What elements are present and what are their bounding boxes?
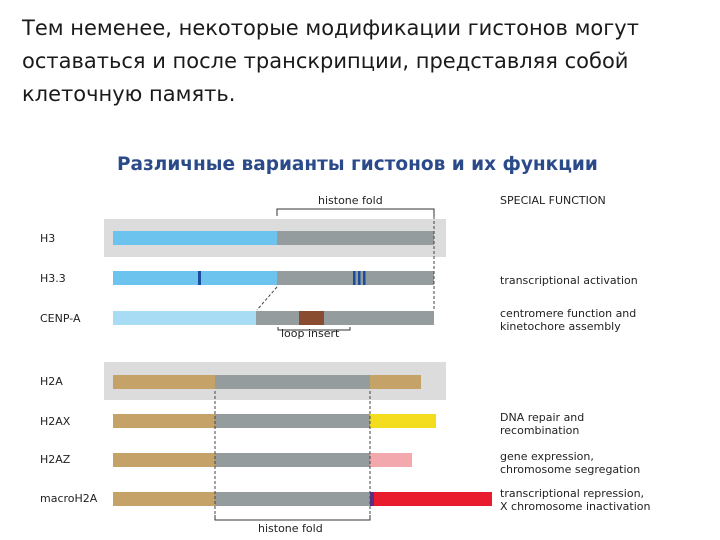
h33-substitution-mark-3 (358, 271, 361, 285)
function-cenpa-line-2: kinetochore assembly (500, 320, 621, 333)
function-h2ax-line-1: DNA repair and (500, 411, 585, 424)
h2az-tail-bar (113, 453, 215, 467)
row-label-h2a: H2A (40, 375, 63, 388)
h2az-fold-bar (215, 453, 370, 467)
cenpa-loop-insert (299, 311, 324, 325)
h33-substitution-mark-2 (353, 271, 356, 285)
loop-insert-label: loop insert (281, 327, 340, 340)
function-macroh2a-line-2: X chromosome inactivation (500, 500, 651, 513)
h2a-fold-bar (215, 375, 370, 389)
function-h33: transcriptional activation (500, 274, 638, 287)
h2ax-extension (370, 414, 436, 428)
h2ax-fold-bar (215, 414, 370, 428)
bottom-fold-bracket (215, 515, 370, 520)
macroh2a-fold-bar (215, 492, 370, 506)
h2a-ctail-bar (370, 375, 421, 389)
row-label-h2az: H2AZ (40, 453, 71, 466)
h33-substitution-mark-1 (198, 271, 201, 285)
cenpa-fold-bar (256, 311, 434, 325)
function-h2az-line-1: gene expression, (500, 450, 594, 463)
intro-line-3: клеточную память. (22, 82, 236, 106)
bottom-fold-label: histone fold (258, 522, 323, 535)
top-fold-bracket (277, 209, 434, 216)
top-fold-label: histone fold (318, 194, 383, 207)
row-label-macroh2a: macroH2A (40, 492, 98, 505)
row-label-cenpa: CENP-A (40, 312, 81, 325)
h33-tail-bar (113, 271, 277, 285)
h3-fold-start-dashed-line (257, 287, 277, 310)
row-label-h2ax: H2AX (40, 415, 71, 428)
function-macroh2a-line-1: transcriptional repression, (500, 487, 645, 500)
row-label-h3: H3 (40, 232, 56, 245)
cenpa-tail-bar (113, 311, 256, 325)
macroh2a-macro-domain (374, 492, 492, 506)
h2az-extension (370, 453, 412, 467)
special-function-header: SPECIAL FUNCTION (500, 194, 606, 207)
h3-tail-bar (113, 231, 277, 245)
h2ax-tail-bar (113, 414, 215, 428)
h3-fold-bar (277, 231, 434, 245)
function-cenpa-line-1: centromere function and (500, 307, 637, 320)
macroh2a-linker (370, 492, 374, 506)
figure-title: Различные варианты гистонов и их функции (117, 154, 598, 175)
h33-substitution-mark-4 (363, 271, 366, 285)
row-label-h33: H3.3 (40, 272, 66, 285)
h2a-tail-bar (113, 375, 215, 389)
macroh2a-tail-bar (113, 492, 215, 506)
intro-line-2: оставаться и после транскрипции, представляя собой (22, 49, 629, 73)
intro-line-1: Тем неменее, некоторые модификации гистонов могут (22, 16, 639, 40)
function-h2ax-line-2: recombination (500, 424, 580, 437)
function-h2az-line-2: chromosome segregation (500, 463, 641, 476)
